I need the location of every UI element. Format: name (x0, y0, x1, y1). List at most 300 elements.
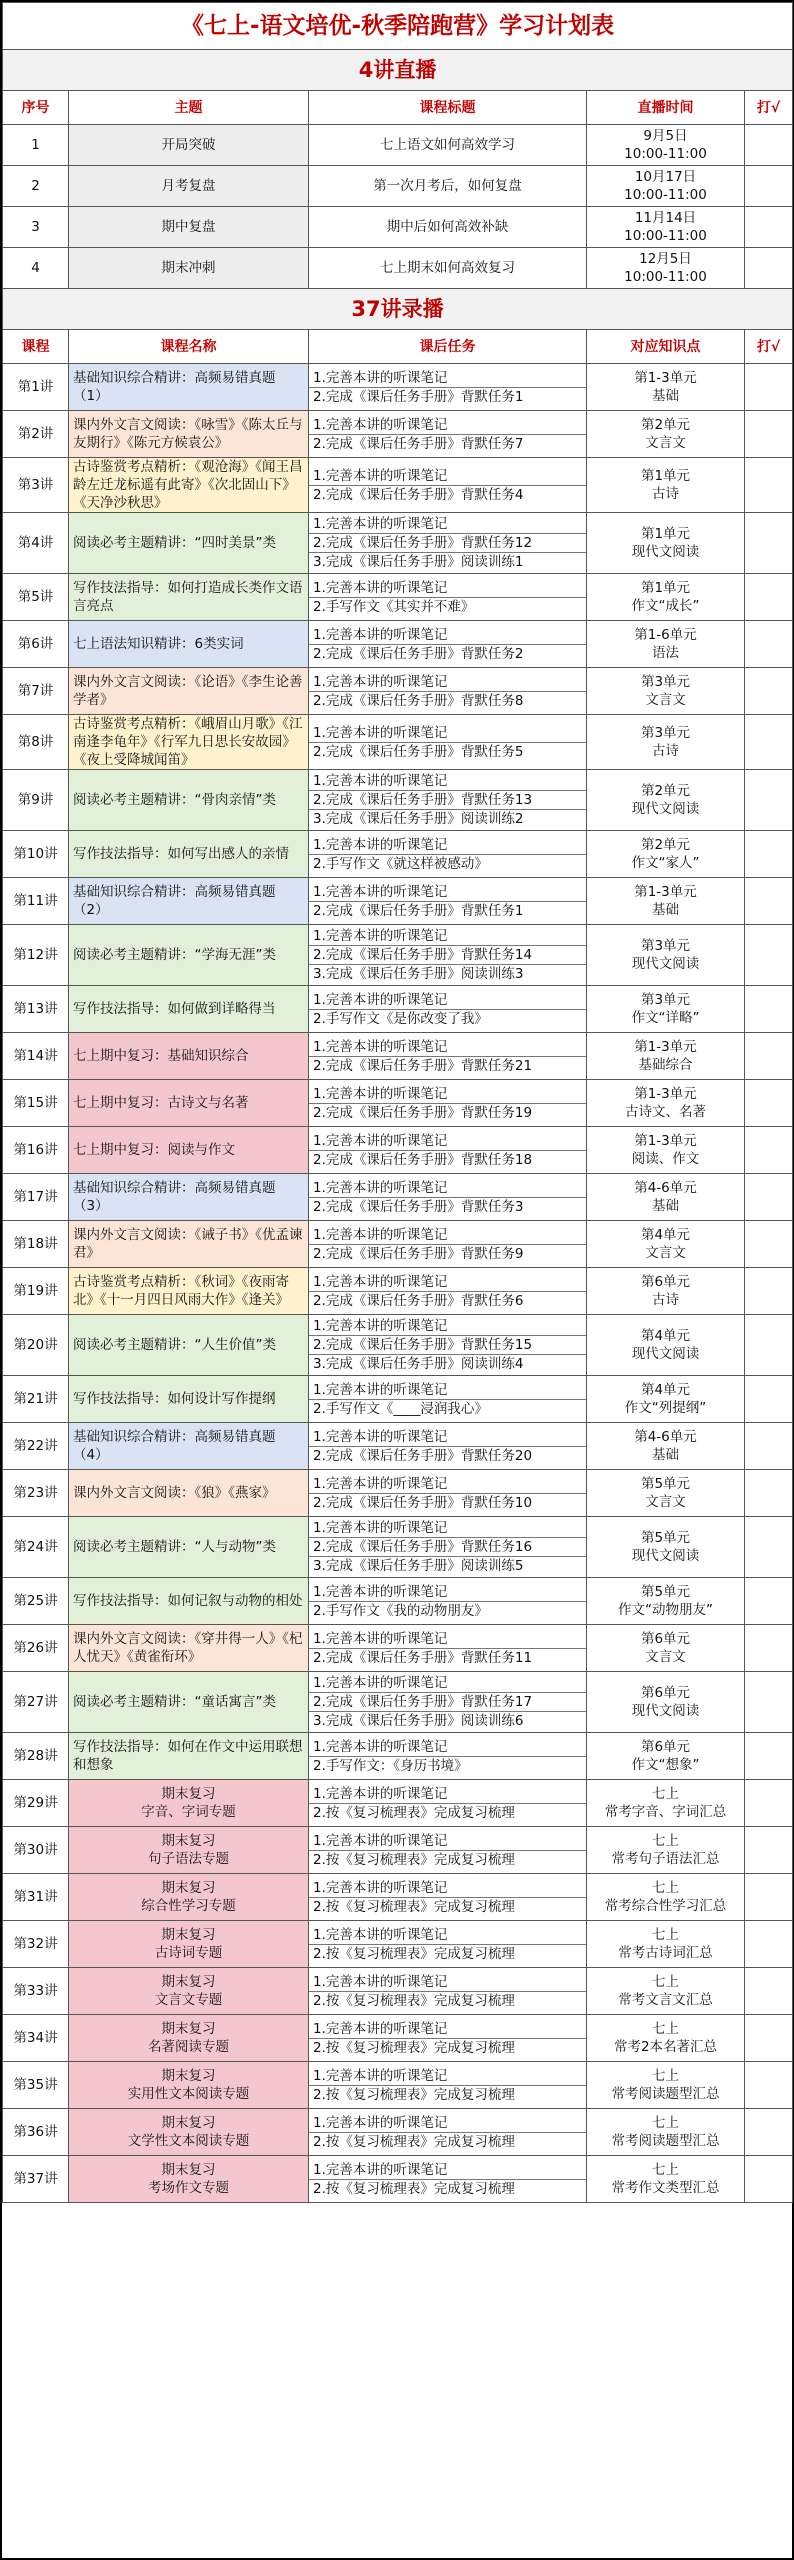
task-line: 1.完善本讲的听课笔记 (309, 1179, 586, 1198)
lesson-name: 阅读必考主题精讲：“童话寓言”类 (69, 1672, 309, 1733)
lesson-tasks (309, 1733, 587, 1780)
lesson-tasks (309, 1625, 587, 1672)
lesson-knowledge (587, 2109, 745, 2156)
lesson-checkbox[interactable] (745, 1221, 793, 1268)
lesson-row (3, 986, 793, 1033)
lesson-checkbox[interactable] (745, 1174, 793, 1221)
knowledge-unit: 第5单元 (640, 1476, 691, 1492)
lesson-name-line2: 古诗词专题 (154, 1945, 223, 1961)
task-line: 1.完善本讲的听课笔记 (309, 1519, 586, 1538)
task-line: 1.完善本讲的听课笔记 (309, 1785, 586, 1804)
knowledge-unit: 第3单元 (640, 725, 691, 741)
knowledge-unit: 第4单元 (640, 1382, 691, 1398)
lesson-row (3, 1921, 793, 1968)
knowledge-unit: 七上 (652, 1974, 679, 1990)
task-line: 1.完善本讲的听课笔记 (309, 673, 586, 692)
knowledge-point: 古诗文、名著 (625, 1104, 706, 1120)
lesson-tasks (309, 1780, 587, 1827)
task-line: 1.完善本讲的听课笔记 (309, 579, 586, 598)
lesson-knowledge (587, 2015, 745, 2062)
knowledge-unit: 七上 (652, 2068, 679, 2084)
lesson-knowledge (587, 458, 745, 513)
lesson-checkbox[interactable] (745, 2109, 793, 2156)
lesson-checkbox[interactable] (745, 1315, 793, 1376)
lesson-number: 第19讲 (3, 1268, 69, 1315)
knowledge-point: 文言文 (645, 1245, 686, 1261)
lesson-name: 古诗鉴赏考点精析：《观沧海》《闻王昌龄左迁龙标遥有此寄》《次北固山下》《天净沙秋思》 (69, 458, 309, 513)
task-line: 1.完善本讲的听课笔记 (309, 724, 586, 743)
lesson-checkbox[interactable] (745, 513, 793, 574)
knowledge-point: 常考句子语法汇总 (611, 1851, 720, 1867)
live-row (3, 166, 793, 207)
knowledge-unit: 第4-6单元 (634, 1180, 697, 1196)
lesson-tasks (309, 621, 587, 668)
lesson-row (3, 1423, 793, 1470)
lesson-checkbox[interactable] (745, 2062, 793, 2109)
task-line: 2.手写作文《我的动物朋友》 (313, 1602, 488, 1619)
task-line: 2.完成《课后任务手册》背默任务16 (309, 1538, 586, 1557)
lesson-checkbox[interactable] (745, 1921, 793, 1968)
lesson-checkbox[interactable] (745, 925, 793, 986)
task-line: 2.手写作文《就这样被感动》 (313, 855, 488, 872)
live-title: 第一次月考后，如何复盘 (309, 166, 587, 207)
lesson-name: 写作技法指导：如何记叙与动物的相处 (69, 1578, 309, 1625)
lesson-name: 七上语法知识精讲：6类实词 (69, 621, 309, 668)
lesson-checkbox[interactable] (745, 1968, 793, 2015)
lesson-number: 第26讲 (3, 1625, 69, 1672)
task-line: 2.手写作文《其实并不难》 (313, 598, 475, 615)
lesson-number: 第35讲 (3, 2062, 69, 2109)
lesson-checkbox[interactable] (745, 1625, 793, 1672)
lesson-name: 写作技法指导：如何做到详略得当 (69, 986, 309, 1033)
lesson-row (3, 925, 793, 986)
lesson-number: 第24讲 (3, 1517, 69, 1578)
task-line: 1.完善本讲的听课笔记 (309, 927, 586, 946)
task-line: 1.完善本讲的听课笔记 (309, 1973, 586, 1992)
lesson-row (3, 574, 793, 621)
lesson-tasks (309, 1827, 587, 1874)
knowledge-point: 常考2本名著汇总 (613, 2039, 718, 2055)
task-line: 1.完善本讲的听课笔记 (309, 1381, 586, 1400)
lesson-name-line1: 期末复习 (161, 2068, 216, 2084)
recorded-header-knowledge: 对应知识点 (587, 330, 745, 364)
task-line: 2.完成《课后任务手册》背默任务1 (313, 902, 524, 919)
lesson-name-line2: 名著阅读专题 (148, 2039, 229, 2055)
lesson-checkbox[interactable] (745, 411, 793, 458)
lesson-checkbox[interactable] (745, 831, 793, 878)
lesson-name (69, 2015, 309, 2062)
live-date: 11月14日 (634, 210, 697, 226)
knowledge-unit: 第4单元 (640, 1227, 691, 1243)
lesson-tasks (309, 2062, 587, 2109)
knowledge-unit: 七上 (652, 2115, 679, 2131)
lesson-name-line2: 实用性文本阅读专题 (127, 2086, 250, 2102)
lesson-tasks (309, 1315, 587, 1376)
knowledge-point: 基础 (652, 1447, 679, 1463)
lesson-checkbox[interactable] (745, 1578, 793, 1625)
knowledge-point: 古诗 (652, 743, 679, 759)
knowledge-point: 现代文阅读 (631, 1703, 700, 1719)
knowledge-unit: 第2单元 (640, 417, 691, 433)
lesson-name-line2: 字音、字词专题 (141, 1804, 236, 1820)
lesson-number: 第33讲 (3, 1968, 69, 2015)
lesson-checkbox[interactable] (745, 715, 793, 770)
lesson-row (3, 1033, 793, 1080)
lesson-number: 第13讲 (3, 986, 69, 1033)
lesson-number: 第4讲 (3, 513, 69, 574)
lesson-name (69, 1874, 309, 1921)
knowledge-point: 文言文 (645, 1494, 686, 1510)
lesson-knowledge (587, 1423, 745, 1470)
live-hours: 10:00-11:00 (624, 228, 707, 244)
lesson-tasks (309, 411, 587, 458)
lesson-number: 第8讲 (3, 715, 69, 770)
knowledge-unit: 第1单元 (640, 580, 691, 596)
knowledge-unit: 第6单元 (640, 1631, 691, 1647)
knowledge-unit: 第2单元 (640, 783, 691, 799)
lesson-checkbox[interactable] (745, 364, 793, 411)
lesson-checkbox[interactable] (745, 458, 793, 513)
task-line: 1.完善本讲的听课笔记 (309, 1085, 586, 1104)
lesson-checkbox[interactable] (745, 986, 793, 1033)
lesson-checkbox[interactable] (745, 1080, 793, 1127)
lesson-checkbox[interactable] (745, 2156, 793, 2203)
task-line: 1.完善本讲的听课笔记 (309, 2020, 586, 2039)
lesson-knowledge (587, 1874, 745, 1921)
lesson-number: 第22讲 (3, 1423, 69, 1470)
knowledge-unit: 七上 (652, 2021, 679, 2037)
lesson-checkbox[interactable] (745, 2015, 793, 2062)
task-line: 2.完成《课后任务手册》背默任务6 (313, 1292, 524, 1309)
task-line: 1.完善本讲的听课笔记 (309, 991, 586, 1010)
study-plan-table (2, 2, 793, 2203)
lesson-name: 七上期中复习：基础知识综合 (69, 1033, 309, 1080)
lesson-name-line2: 文学性文本阅读专题 (127, 2133, 250, 2149)
live-checkbox[interactable] (745, 207, 793, 248)
lesson-number: 第15讲 (3, 1080, 69, 1127)
lesson-name: 七上期中复习：阅读与作文 (69, 1127, 309, 1174)
knowledge-point: 常考综合性学习汇总 (604, 1898, 727, 1914)
task-line: 1.完善本讲的听课笔记 (309, 626, 586, 645)
knowledge-unit: 七上 (652, 1880, 679, 1896)
task-line: 3.完成《课后任务手册》阅读训练3 (313, 966, 524, 982)
lesson-knowledge (587, 1470, 745, 1517)
lesson-number: 第6讲 (3, 621, 69, 668)
lesson-tasks (309, 2015, 587, 2062)
lesson-checkbox[interactable] (745, 668, 793, 715)
lesson-checkbox[interactable] (745, 1780, 793, 1827)
lesson-knowledge (587, 770, 745, 831)
live-hours: 10:00-11:00 (624, 187, 707, 203)
lesson-name: 课内外文言文阅读：《论语》《李生论善学者》 (69, 668, 309, 715)
lesson-tasks (309, 1921, 587, 1968)
knowledge-point: 古诗 (652, 1292, 679, 1308)
lesson-checkbox[interactable] (745, 1033, 793, 1080)
knowledge-point: 作文“成长” (631, 598, 700, 614)
lesson-knowledge (587, 364, 745, 411)
knowledge-unit: 第4-6单元 (634, 1429, 697, 1445)
knowledge-unit: 第6单元 (640, 1274, 691, 1290)
task-line: 1.完善本讲的听课笔记 (309, 1226, 586, 1245)
lesson-checkbox[interactable] (745, 1470, 793, 1517)
lesson-name: 写作技法指导：如何在作文中运用联想和想象 (69, 1733, 309, 1780)
lesson-row (3, 364, 793, 411)
lesson-row (3, 1733, 793, 1780)
lesson-name: 古诗鉴赏考点精析：《峨眉山月歌》《江南逢李龟年》《行军九日思长安故园》《夜上受降城闻笛》 (69, 715, 309, 770)
live-theme: 期中复盘 (69, 207, 309, 248)
task-line: 3.完成《课后任务手册》阅读训练5 (313, 1558, 524, 1574)
knowledge-unit: 第3单元 (640, 674, 691, 690)
knowledge-unit: 第1-3单元 (634, 1039, 697, 1055)
lesson-knowledge (587, 668, 745, 715)
lesson-tasks (309, 1033, 587, 1080)
task-line: 2.完成《课后任务手册》背默任务9 (313, 1245, 524, 1262)
live-date: 12月5日 (639, 251, 692, 267)
lesson-row (3, 513, 793, 574)
task-line: 1.完善本讲的听课笔记 (309, 1428, 586, 1447)
knowledge-unit: 七上 (652, 1786, 679, 1802)
lesson-tasks (309, 831, 587, 878)
lesson-name: 基础知识综合精讲：高频易错真题（2） (69, 878, 309, 925)
lesson-checkbox[interactable] (745, 1733, 793, 1780)
knowledge-point: 文言文 (645, 692, 686, 708)
lesson-name-line2: 文言文专题 (154, 1992, 223, 2008)
recorded-header-check: 打√ (745, 330, 793, 364)
lesson-checkbox[interactable] (745, 878, 793, 925)
live-section-heading: 4讲直播 (3, 50, 793, 91)
knowledge-unit: 第6单元 (640, 1739, 691, 1755)
lesson-name: 阅读必考主题精讲：“骨肉亲情”类 (69, 770, 309, 831)
live-date: 9月5日 (643, 128, 688, 144)
lesson-number: 第2讲 (3, 411, 69, 458)
lesson-tasks (309, 1423, 587, 1470)
task-line: 1.完善本讲的听课笔记 (309, 2161, 586, 2180)
lesson-knowledge (587, 1315, 745, 1376)
lesson-number: 第27讲 (3, 1672, 69, 1733)
lesson-tasks (309, 986, 587, 1033)
lesson-checkbox[interactable] (745, 1376, 793, 1423)
live-checkbox[interactable] (745, 125, 793, 166)
live-title: 七上语文如何高效学习 (309, 125, 587, 166)
lesson-row (3, 668, 793, 715)
recorded-header-row (3, 330, 793, 364)
lesson-tasks (309, 2156, 587, 2203)
lesson-number: 第9讲 (3, 770, 69, 831)
lesson-number: 第37讲 (3, 2156, 69, 2203)
lesson-tasks (309, 2109, 587, 2156)
lesson-tasks (309, 574, 587, 621)
lesson-name-line1: 期末复习 (161, 1974, 216, 1990)
lesson-name: 课内外文言文阅读：《穿井得一人》《杞人忧天》《黄雀衔环》 (69, 1625, 309, 1672)
task-line: 3.完成《课后任务手册》阅读训练6 (313, 1713, 524, 1729)
lesson-row (3, 1780, 793, 1827)
task-line: 1.完善本讲的听课笔记 (309, 1674, 586, 1693)
task-line: 2.按《复习梳理表》完成复习梳理 (313, 2039, 515, 2056)
task-line: 2.完成《课后任务手册》背默任务2 (313, 645, 524, 662)
lesson-checkbox[interactable] (745, 1517, 793, 1578)
lesson-name (69, 1968, 309, 2015)
live-no: 4 (3, 248, 69, 289)
lesson-checkbox[interactable] (745, 1672, 793, 1733)
knowledge-unit: 第1单元 (640, 526, 691, 542)
knowledge-unit: 七上 (652, 2162, 679, 2178)
live-title: 期中后如何高效补缺 (309, 207, 587, 248)
lesson-number: 第21讲 (3, 1376, 69, 1423)
knowledge-point: 常考阅读题型汇总 (611, 2086, 720, 2102)
knowledge-unit: 第1-3单元 (634, 1133, 697, 1149)
knowledge-unit: 七上 (652, 1927, 679, 1943)
lesson-checkbox[interactable] (745, 1423, 793, 1470)
lesson-knowledge (587, 1517, 745, 1578)
lesson-knowledge (587, 1921, 745, 1968)
task-line: 1.完善本讲的听课笔记 (309, 772, 586, 791)
lesson-knowledge (587, 1174, 745, 1221)
task-line: 2.完成《课后任务手册》背默任务1 (313, 388, 524, 405)
lesson-row (3, 1672, 793, 1733)
lesson-checkbox[interactable] (745, 574, 793, 621)
task-line: 2.完成《课后任务手册》背默任务7 (313, 435, 524, 452)
knowledge-point: 古诗 (652, 486, 679, 502)
live-theme: 月考复盘 (69, 166, 309, 207)
knowledge-point: 常考字音、字词汇总 (604, 1804, 727, 1820)
task-line: 1.完善本讲的听课笔记 (309, 1926, 586, 1945)
task-line: 2.完成《课后任务手册》背默任务19 (313, 1104, 533, 1121)
live-checkbox[interactable] (745, 248, 793, 289)
lesson-tasks (309, 925, 587, 986)
lesson-tasks (309, 513, 587, 574)
task-line: 2.完成《课后任务手册》背默任务18 (313, 1151, 533, 1168)
lesson-row (3, 1968, 793, 2015)
page-title: 《七上-语文培优-秋季陪跑营》学习计划表 (3, 3, 793, 50)
lesson-number: 第7讲 (3, 668, 69, 715)
lesson-knowledge (587, 1625, 745, 1672)
lesson-name (69, 2156, 309, 2203)
lesson-name: 古诗鉴赏考点精析：《秋词》《夜雨寄北》《十一月四日风雨大作》《逢关》 (69, 1268, 309, 1315)
knowledge-point: 现代文阅读 (631, 1548, 700, 1564)
task-line: 2.完成《课后任务手册》背默任务4 (313, 486, 524, 503)
lesson-name (69, 2062, 309, 2109)
live-header-title: 课程标题 (309, 91, 587, 125)
lesson-name (69, 1921, 309, 1968)
live-time (587, 248, 745, 289)
lesson-row (3, 1874, 793, 1921)
live-hours: 10:00-11:00 (624, 269, 707, 285)
lesson-row (3, 1174, 793, 1221)
lesson-knowledge (587, 925, 745, 986)
task-line: 2.完成《课后任务手册》背默任务15 (309, 1336, 586, 1355)
live-header-time: 直播时间 (587, 91, 745, 125)
lesson-number: 第16讲 (3, 1127, 69, 1174)
lesson-tasks (309, 458, 587, 513)
lesson-tasks (309, 1578, 587, 1625)
lesson-name-line1: 期末复习 (161, 2115, 216, 2131)
lesson-row (3, 1827, 793, 1874)
lesson-tasks (309, 1517, 587, 1578)
task-line: 2.按《复习梳理表》完成复习梳理 (313, 1851, 515, 1868)
knowledge-point: 作文“想象” (631, 1757, 700, 1773)
lesson-checkbox[interactable] (745, 1268, 793, 1315)
lesson-row (3, 770, 793, 831)
task-line: 2.按《复习梳理表》完成复习梳理 (313, 1945, 515, 1962)
task-line: 1.完善本讲的听课笔记 (309, 2067, 586, 2086)
lesson-row (3, 878, 793, 925)
lesson-row (3, 2109, 793, 2156)
task-line: 1.完善本讲的听课笔记 (309, 1879, 586, 1898)
lesson-name: 基础知识综合精讲：高频易错真题（4） (69, 1423, 309, 1470)
lesson-name: 课内外文言文阅读：《咏雪》《陈太丘与友期行》《陈元方候袁公》 (69, 411, 309, 458)
task-line: 2.完成《课后任务手册》背默任务10 (313, 1494, 533, 1511)
task-line: 1.完善本讲的听课笔记 (309, 1738, 586, 1757)
task-line: 1.完善本讲的听课笔记 (309, 1273, 586, 1292)
knowledge-unit: 第1-6单元 (634, 627, 697, 643)
task-line: 1.完善本讲的听课笔记 (309, 369, 586, 388)
lesson-tasks (309, 1268, 587, 1315)
knowledge-unit: 第1-3单元 (634, 1086, 697, 1102)
lesson-tasks (309, 1080, 587, 1127)
lesson-tasks (309, 668, 587, 715)
task-line: 2.完成《课后任务手册》背默任务14 (309, 946, 586, 965)
task-line: 2.手写作文：《身历书境》 (313, 1757, 468, 1774)
lesson-tasks (309, 878, 587, 925)
lesson-knowledge (587, 621, 745, 668)
lesson-number: 第12讲 (3, 925, 69, 986)
lesson-number: 第25讲 (3, 1578, 69, 1625)
knowledge-point: 文言文 (645, 1649, 686, 1665)
live-checkbox[interactable] (745, 166, 793, 207)
task-line: 1.完善本讲的听课笔记 (309, 1317, 586, 1336)
lesson-name (69, 1827, 309, 1874)
lesson-number: 第23讲 (3, 1470, 69, 1517)
lesson-row (3, 1625, 793, 1672)
lesson-tasks (309, 364, 587, 411)
lesson-checkbox[interactable] (745, 770, 793, 831)
task-line: 3.完成《课后任务手册》阅读训练4 (313, 1356, 524, 1372)
lesson-knowledge (587, 878, 745, 925)
knowledge-point: 语法 (652, 645, 679, 661)
lesson-row (3, 2062, 793, 2109)
lesson-name: 写作技法指导：如何设计写作提纲 (69, 1376, 309, 1423)
lesson-checkbox[interactable] (745, 1127, 793, 1174)
knowledge-point: 常考文言文汇总 (618, 1992, 713, 2008)
task-line: 1.完善本讲的听课笔记 (309, 515, 586, 534)
knowledge-unit: 第3单元 (640, 938, 691, 954)
lesson-knowledge (587, 1827, 745, 1874)
live-row (3, 248, 793, 289)
lesson-name-line1: 期末复习 (161, 1927, 216, 1943)
knowledge-point: 作文“家人” (631, 855, 700, 871)
live-row (3, 207, 793, 248)
lesson-knowledge (587, 513, 745, 574)
lesson-name-line1: 期末复习 (161, 1833, 216, 1849)
lesson-checkbox[interactable] (745, 621, 793, 668)
lesson-tasks (309, 1968, 587, 2015)
lesson-knowledge (587, 986, 745, 1033)
knowledge-point: 作文“详略” (631, 1010, 700, 1026)
lesson-name: 阅读必考主题精讲：“人生价值”类 (69, 1315, 309, 1376)
lesson-row (3, 2015, 793, 2062)
live-theme: 期末冲刺 (69, 248, 309, 289)
lesson-name: 七上期中复习：古诗文与名著 (69, 1080, 309, 1127)
task-line: 1.完善本讲的听课笔记 (309, 836, 586, 855)
live-header-row (3, 91, 793, 125)
lesson-checkbox[interactable] (745, 1874, 793, 1921)
lesson-name-line1: 期末复习 (161, 1786, 216, 1802)
task-line: 2.按《复习梳理表》完成复习梳理 (313, 2133, 515, 2150)
lesson-checkbox[interactable] (745, 1827, 793, 1874)
lesson-row (3, 831, 793, 878)
lesson-knowledge (587, 1672, 745, 1733)
lesson-name-line1: 期末复习 (161, 2021, 216, 2037)
